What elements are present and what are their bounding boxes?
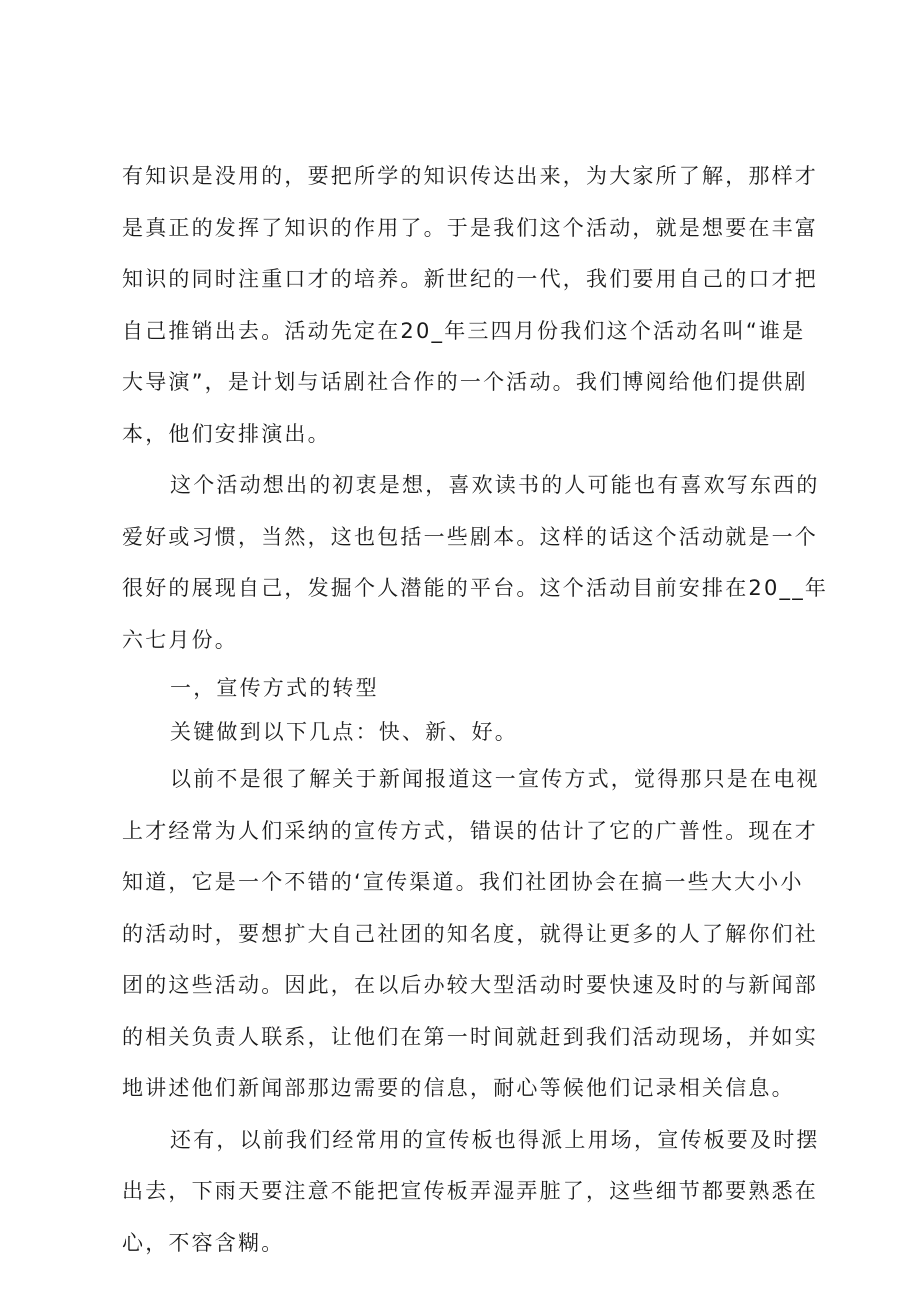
text-line: 自己推销出去。活动先定在20_年三四月份我们这个活动名叫“谁是 [122,318,806,343]
text-line: 知识的同时注重口才的培养。新世纪的一代，我们要用自己的口才把 [122,267,818,291]
text-line: 上才经常为人们采纳的宣传方式，错误的估计了它的广普性。现在才 [122,818,818,843]
text-line: 六七月份。 [122,627,238,652]
text-line: 是真正的发挥了知识的作用了。于是我们这个活动，就是想要在丰富 [122,215,818,240]
text-line: 关键做到以下几点：快、新、好。 [170,720,518,744]
text-line: 有知识是没用的，要把所学的知识传达出来，为大家所了解，那样才 [122,164,818,188]
text-line: 爱好或习惯，当然，这也包括一些剧本。这样的话这个活动就是一个 [122,524,818,549]
text-line: 这个活动想出的初衷是想，喜欢读书的人可能也有喜欢写东西的 [170,473,820,497]
text-line: 地讲述他们新闻部那边需要的信息，耐心等候他们记录相关信息。 [122,1076,795,1100]
text-line: 大导演”，是计划与话剧社合作的一个活动。我们博阅给他们提供剧 [122,370,808,394]
section-heading: 一，宣传方式的转型 [170,676,379,700]
text-line: 很好的展现自己，发掘个人潜能的平台。这个活动目前安排在20__年 [122,576,829,600]
text-line: 团的这些活动。因此，在以后办较大型活动时要快速及时的与新闻部 [122,973,818,997]
text-line: 知道，它是一个不错的‘宣传渠道。我们社团协会在搞一些大大小小 [122,870,804,894]
text-line: 出去，下雨天要注意不能把宣传板弄湿弄脏了，这些细节都要熟悉在 [122,1179,818,1203]
document-body [122,151,829,1269]
text-line: 本，他们安排演出。 [122,421,331,446]
text-line: 还有，以前我们经常用的宣传板也得派上用场，宣传板要及时摆 [170,1127,820,1152]
text-line: 的相关负责人联系，让他们在第一时间就赶到我们活动现场，并如实 [122,1024,818,1049]
text-line: 心，不容含糊。 [122,1230,285,1255]
text-line: 的活动时，要想扩大自己社团的知名度，就得让更多的人了解你们社 [122,921,818,946]
text-line: 以前不是很了解关于新闻报道这一宣传方式，觉得那只是在电视 [170,767,820,791]
